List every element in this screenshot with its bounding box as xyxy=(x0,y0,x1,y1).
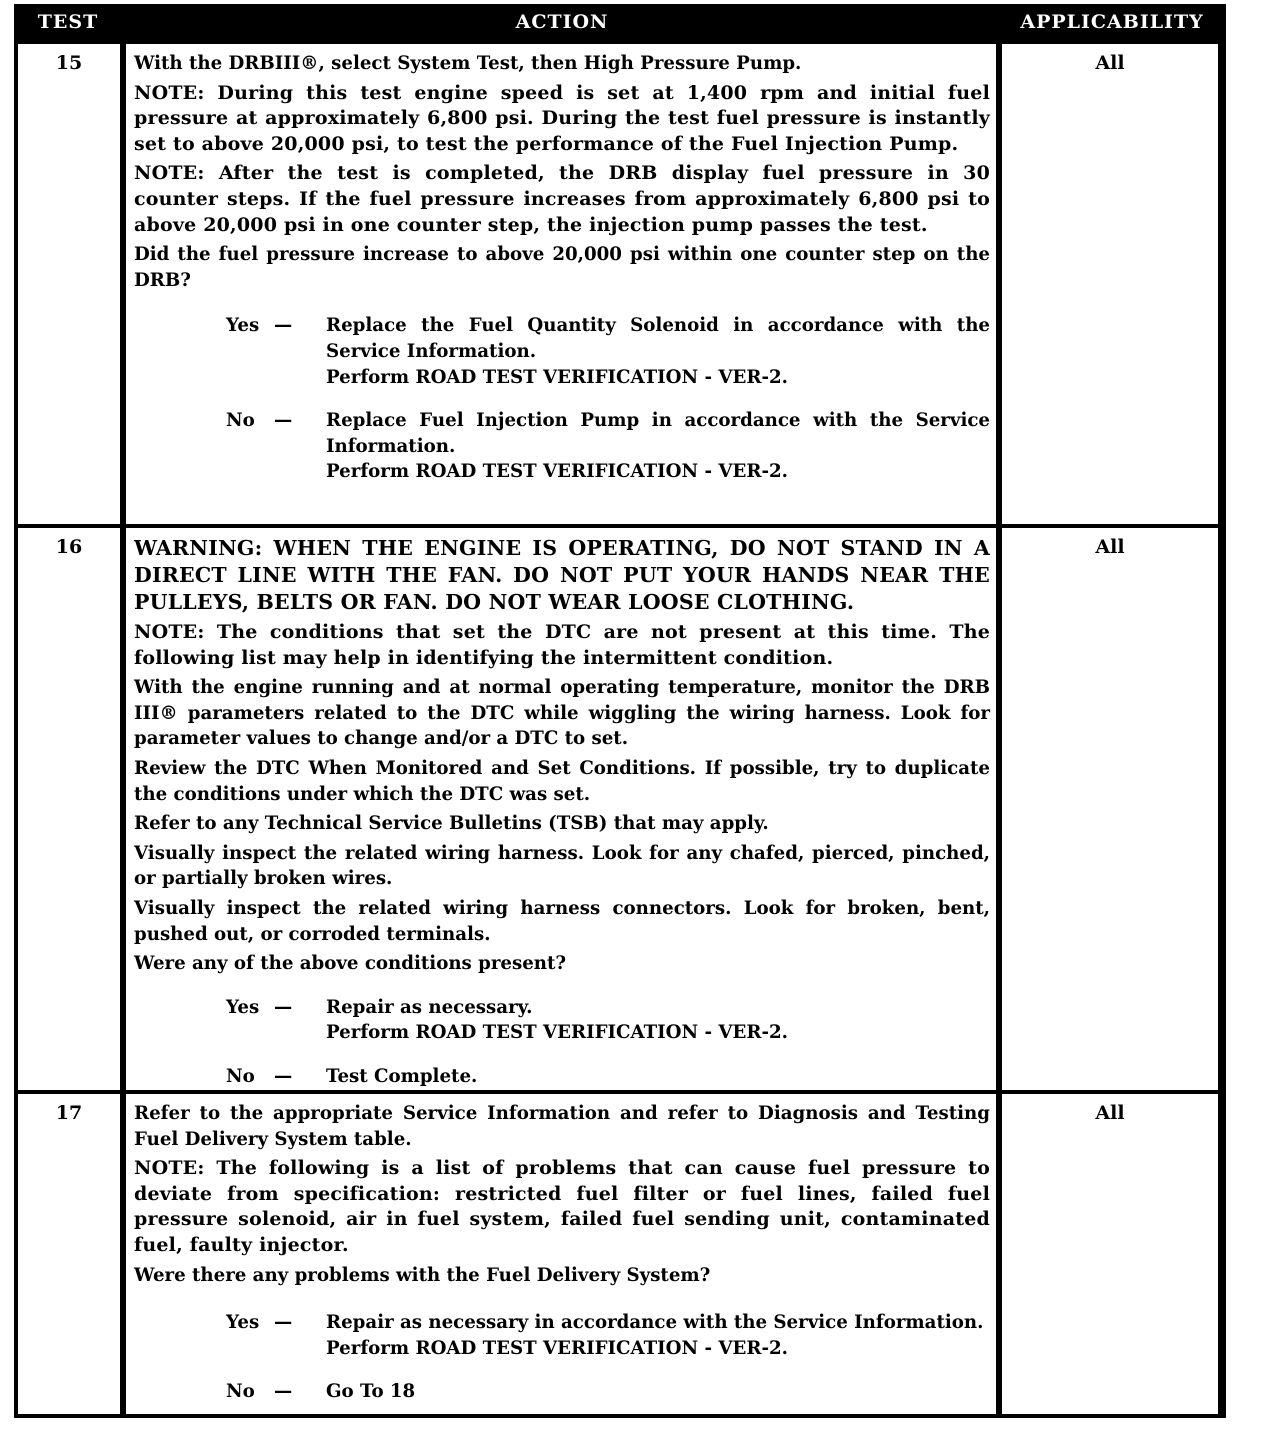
response-line: Replace Fuel Injection Pump in accordance with the Service Information. xyxy=(326,410,990,457)
action-paragraph: Visually inspect the related wiring harness connectors. Look for broken, bent, pushed out, or corroded terminals. xyxy=(134,897,990,945)
action-paragraph: Review the DTC When Monitored and Set Conditions. If possible, try to duplicate the conditions under which the DTC was set. xyxy=(134,757,990,805)
dash-separator: — xyxy=(274,1381,293,1403)
question-paragraph: Did the fuel pressure increase to above 20,000 psi within one counter step on the DRB? xyxy=(134,244,990,291)
no-body xyxy=(326,408,990,485)
yes-label: Yes xyxy=(226,996,260,1018)
header-applicability: APPLICABILITY xyxy=(1020,11,1204,33)
warning-paragraph: WARNING: WHEN THE ENGINE IS OPERATING, DO NOT STAND IN A DIRECT LINE WITH THE FAN. DO NOT PUT YOUR HANDS NEAR THE PULLEYS, BELTS OR FAN. DO NOT WEAR LOOSE CLOTHING. xyxy=(134,536,990,614)
no-label: No xyxy=(226,1381,255,1403)
header-test: TEST xyxy=(37,11,99,33)
response-line: Perform ROAD TEST VERIFICATION - VER-2. xyxy=(326,1022,788,1044)
action-cell xyxy=(126,44,996,524)
yes-body xyxy=(326,995,990,1046)
action-paragraph: Refer to the appropriate Service Information and refer to Diagnosis and Testing Fuel Delivery System table. xyxy=(134,1103,990,1150)
action-cell xyxy=(126,1094,996,1414)
no-body xyxy=(326,1064,990,1090)
note-paragraph: NOTE: The following is a list of problems that can cause fuel pressure to deviate from specification: restricted fuel filter or fuel lines, failed fuel pressure solenoid, air in fuel system, failed fuel sending unit, contaminated fuel, faulty injector. xyxy=(134,1157,990,1256)
diagnostic-test-table xyxy=(14,4,1226,1418)
no-response xyxy=(226,1064,990,1090)
response-line: Perform ROAD TEST VERIFICATION - VER-2. xyxy=(326,1337,788,1359)
applicability-value: All xyxy=(1095,536,1125,558)
note-paragraph: NOTE: After the test is completed, the DRB display fuel pressure in 30 counter steps. If the fuel pressure increases from approximately 6,800 psi to above 20,000 psi in one counter step, the injection pump passes the test. xyxy=(134,162,990,236)
no-response xyxy=(226,408,990,485)
dash-separator: — xyxy=(274,410,293,432)
yes-body xyxy=(326,313,990,390)
response-line: Go To 18 xyxy=(326,1381,416,1403)
response-line: Perform ROAD TEST VERIFICATION - VER-2. xyxy=(326,366,788,388)
applicability-value: All xyxy=(1095,52,1125,74)
no-body xyxy=(326,1379,990,1405)
note-paragraph: NOTE: The conditions that set the DTC are not present at this time. The following list may help in identifying the intermittent condition. xyxy=(134,621,990,669)
yes-response xyxy=(226,995,990,1046)
applicability-cell xyxy=(1002,44,1218,524)
no-label: No xyxy=(226,1065,255,1087)
question-paragraph: Were there any problems with the Fuel Delivery System? xyxy=(134,1264,711,1286)
action-paragraph: With the engine running and at normal operating temperature, monitor the DRB III® parameters related to the DTC while wiggling the wiring harness. Look for parameter values to change and/or a DTC to set. xyxy=(134,677,990,750)
yes-label: Yes xyxy=(226,1312,260,1334)
response-line: Repair as necessary in accordance with the Service Information. xyxy=(326,1312,984,1334)
header-action: ACTION xyxy=(515,11,609,33)
yes-response xyxy=(226,313,990,390)
note-paragraph: NOTE: During this test engine speed is set at 1,400 rpm and initial fuel pressure at approximately 6,800 psi. During the test fuel pressure is instantly set to above 20,000 psi, to test the performance of the Fuel Injection Pump. xyxy=(134,81,990,155)
dash-separator: — xyxy=(274,996,293,1018)
applicability-value: All xyxy=(1095,1102,1125,1124)
response-line: Test Complete. xyxy=(326,1065,478,1087)
applicability-cell xyxy=(1002,1094,1218,1414)
test-number-cell xyxy=(18,1094,120,1414)
action-cell xyxy=(126,528,996,1090)
dash-separator: — xyxy=(274,315,293,337)
applicability-cell xyxy=(1002,528,1218,1090)
test-number: 15 xyxy=(55,52,83,74)
test-number-cell xyxy=(18,528,120,1090)
yes-label: Yes xyxy=(226,315,260,337)
no-label: No xyxy=(226,410,255,432)
dash-separator: — xyxy=(274,1065,293,1087)
action-paragraph: Refer to any Technical Service Bulletins (TSB) that may apply. xyxy=(134,813,769,835)
test-number-cell xyxy=(18,44,120,524)
action-paragraph: Visually inspect the related wiring harness. Look for any chafed, pierced, pinched, or partially broken wires. xyxy=(134,842,990,890)
response-line: Repair as necessary. xyxy=(326,996,533,1018)
dash-separator: — xyxy=(274,1312,293,1334)
test-number: 17 xyxy=(55,1102,83,1124)
yes-response xyxy=(226,1310,990,1361)
response-line: Replace the Fuel Quantity Solenoid in accordance with the Service Information. xyxy=(326,315,990,362)
no-response xyxy=(226,1379,990,1405)
test-number: 16 xyxy=(55,536,83,558)
response-line: Perform ROAD TEST VERIFICATION - VER-2. xyxy=(326,461,788,483)
action-paragraph: With the DRBIII®, select System Test, then High Pressure Pump. xyxy=(134,53,802,74)
yes-body xyxy=(326,1310,990,1361)
question-paragraph: Were any of the above conditions present? xyxy=(134,953,567,975)
